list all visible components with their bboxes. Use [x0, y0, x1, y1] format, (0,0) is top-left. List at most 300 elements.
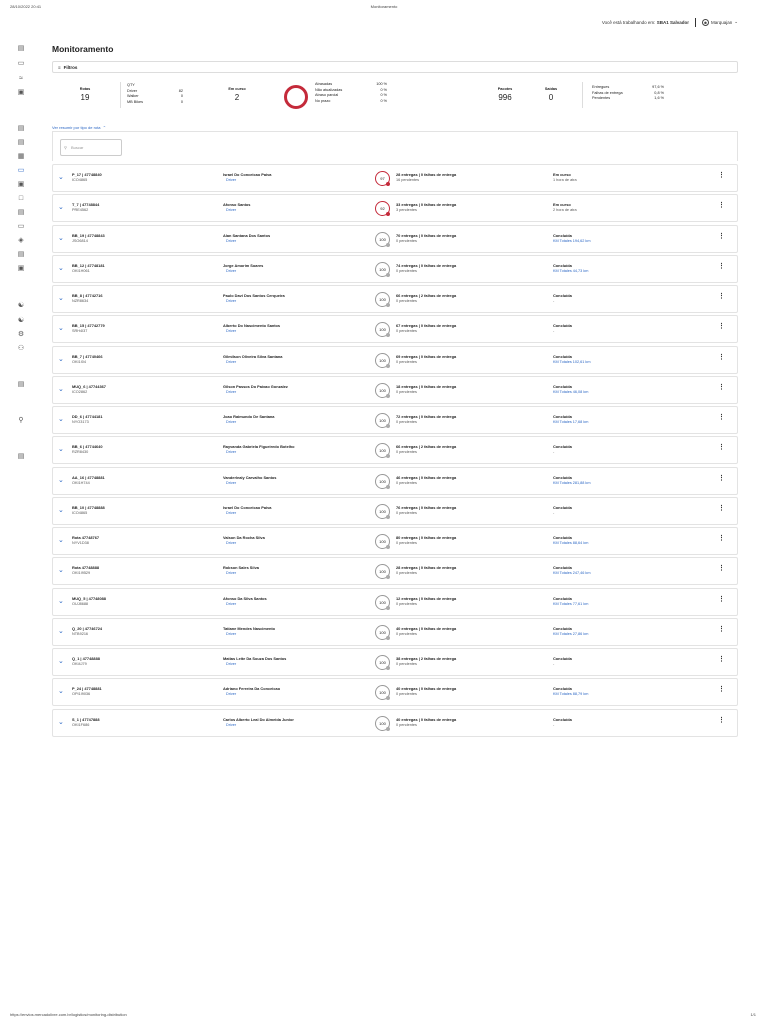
- distance-text: KM Totales 77,61 km: [553, 601, 589, 606]
- pending-count: 0 pendentes: [396, 571, 417, 576]
- distance-text: KM Totales 102,61 km: [553, 359, 591, 364]
- rate-label: Atrasadas: [315, 82, 333, 86]
- more-options-icon[interactable]: ⋮: [718, 474, 725, 482]
- distance-text: KM Totales 247,46 km: [553, 571, 591, 576]
- progress-circle: [375, 595, 390, 610]
- form-icon[interactable]: ▤: [17, 453, 25, 460]
- chevron-down-icon[interactable]: ⌄: [58, 658, 64, 665]
- driver-role: Driver: [226, 238, 237, 243]
- route-row[interactable]: [52, 436, 738, 464]
- type-label: Walker: [127, 94, 139, 99]
- progress-percent: 100: [379, 266, 386, 272]
- progress-percent: 100: [379, 599, 386, 605]
- route-row[interactable]: [52, 557, 738, 585]
- vehicle-plate: NZR8634: [72, 299, 89, 303]
- routes-value: 19: [80, 93, 90, 102]
- status-dot-icon: [386, 212, 390, 216]
- pending-count: 0 pendentes: [396, 238, 417, 243]
- search-icon: ⚲: [64, 145, 67, 150]
- status-detail: [553, 299, 554, 303]
- pending-count: 0 pendentes: [396, 722, 417, 727]
- more-options-icon[interactable]: ⋮: [718, 293, 725, 300]
- page-title: Monitoramento: [52, 44, 114, 54]
- progress-percent: 100: [379, 690, 386, 696]
- divider: [582, 82, 583, 108]
- more-options-icon[interactable]: ⋮: [718, 656, 725, 663]
- delivery-progress: 40 entregas | 0 falhas de entrega: [396, 686, 457, 692]
- driver-name: Vanderlealy Carvalho Santos: [223, 474, 277, 480]
- vehicle-plate: NYO3173: [72, 420, 89, 424]
- person-icon[interactable]: ⚇: [17, 345, 25, 352]
- progress-circle: [375, 262, 390, 277]
- divider: [695, 18, 696, 27]
- pending-count: 0 pendentes: [396, 541, 417, 545]
- driver-name: Matias Leite Da Souza Dos Santos: [223, 656, 287, 661]
- chevron-down-icon[interactable]: ⌄: [58, 416, 64, 423]
- rate-value: 100 %: [376, 82, 387, 86]
- status-dot-icon: [386, 485, 390, 489]
- vehicle-plate: RZR8430: [72, 450, 89, 455]
- progress-percent: 100: [379, 297, 386, 302]
- route-status: Concluída: [553, 625, 572, 631]
- driver-role: Driver: [226, 480, 237, 485]
- route-row[interactable]: [52, 648, 738, 676]
- user-avatar-icon: ☻: [703, 19, 708, 25]
- progress-percent: 100: [379, 387, 386, 393]
- packages-value: 996: [498, 93, 512, 102]
- support-icon[interactable]: ☯: [17, 302, 25, 309]
- search-input[interactable]: [60, 139, 122, 156]
- route-row[interactable]: [52, 194, 738, 222]
- more-options-icon[interactable]: ⋮: [718, 202, 725, 210]
- type-label: Driver: [127, 88, 138, 93]
- driver-role: Driver: [226, 722, 237, 727]
- pending-count: 3 pendentes: [396, 208, 417, 213]
- rate-value: 0 %: [380, 98, 387, 103]
- route-row[interactable]: [52, 588, 738, 616]
- status-dot-icon: [386, 696, 390, 700]
- chevron-down-icon[interactable]: ⌄: [58, 506, 64, 514]
- route-id: BB_12 | 47748181: [72, 262, 105, 268]
- vehicle-plate: OKI4J79: [72, 662, 87, 666]
- delivery-progress: 72 entregas | 0 falhas de entrega: [396, 414, 457, 419]
- vehicle-plate: PRE4562: [72, 208, 89, 213]
- delivery-progress: 66 entregas | 2 falhas de entrega: [396, 444, 457, 450]
- tag-icon[interactable]: ◈: [18, 237, 24, 244]
- route-status: Concluída: [553, 383, 572, 389]
- site-selector[interactable]: SBA1 Salvador: [656, 19, 689, 25]
- driver-role: Driver: [226, 541, 237, 545]
- pending-count: 0 pendentes: [396, 601, 417, 606]
- progress-circle: [375, 232, 390, 247]
- route-id: BB_19 | 47748843: [72, 232, 105, 238]
- status-detail-text: 1 hora de atra: [553, 178, 577, 182]
- vehicle-plate: JSO6814: [72, 238, 88, 243]
- route-status: Concluída: [553, 474, 572, 480]
- chevron-down-icon[interactable]: ⌄: [58, 204, 64, 212]
- calendar-icon[interactable]: ▣: [17, 181, 25, 188]
- list-icon[interactable]: ▤: [17, 209, 25, 216]
- summary-panel: [52, 80, 738, 114]
- distance-text: KM Totales 44,73 km: [553, 268, 589, 273]
- route-id: Q_1 | 47748888: [72, 656, 100, 661]
- route-status: Concluída: [553, 656, 572, 661]
- driver-role: Driver: [226, 359, 237, 364]
- rate-label: Não atualizadas: [315, 87, 343, 92]
- type-header: QTY: [127, 83, 135, 87]
- clipboard-icon[interactable]: ▤: [17, 381, 25, 388]
- route-status: Concluída: [553, 293, 572, 298]
- route-id: BB_6 | 47744640: [72, 444, 103, 450]
- status-detail: [553, 360, 591, 364]
- route-row[interactable]: [52, 225, 738, 253]
- status-detail-text: -: [553, 510, 555, 515]
- user-menu[interactable]: [702, 19, 738, 26]
- driver-role: Driver: [226, 571, 237, 576]
- driver-role: Driver: [226, 329, 237, 334]
- route-status: Concluída: [553, 686, 572, 692]
- driver-role: Driver: [226, 601, 237, 606]
- departures-label: Saídas: [544, 87, 558, 91]
- chevron-down-icon[interactable]: ⌄: [58, 264, 64, 272]
- progress-percent: 100: [379, 660, 386, 665]
- pending-count: 0 pendentes: [396, 299, 417, 303]
- pending-count: 0 pendentes: [396, 480, 417, 485]
- status-dot-icon: [386, 606, 390, 610]
- vehicle-plate: SRH4I37: [72, 329, 88, 334]
- delivery-progress: 80 entregas | 0 falhas de entrega: [396, 535, 457, 540]
- store-icon[interactable]: ▣: [17, 265, 25, 272]
- more-options-icon[interactable]: ⋮: [718, 383, 725, 391]
- distance-text: KM Totales 88,64 km: [553, 541, 589, 545]
- status-detail: [553, 511, 554, 515]
- route-id: Rota 47748888: [72, 565, 100, 571]
- status-dot-icon: [386, 666, 390, 670]
- driver-name: Jorge Amorim Soares: [223, 262, 264, 268]
- status-detail: [553, 662, 554, 666]
- route-row[interactable]: [52, 164, 738, 192]
- progress-circle: [375, 383, 390, 398]
- route-row[interactable]: [52, 285, 738, 313]
- vehicle-plate: ICO4865: [72, 510, 88, 515]
- vehicle-plate: ICO2862: [72, 389, 88, 394]
- document-icon[interactable]: □: [18, 195, 24, 202]
- progress-percent: 100: [379, 720, 386, 726]
- outcome-value: 1,6 %: [654, 96, 664, 101]
- route-id: BB_10 | 47748888: [72, 504, 105, 510]
- status-dot-icon: [386, 515, 390, 519]
- driver-role: Driver: [226, 692, 237, 697]
- chevron-down-icon[interactable]: ⌄: [58, 476, 64, 484]
- print-url: https://envios.mercadolivre.com.br/logistics/monitoring-distribution: [10, 1012, 127, 1017]
- route-id: P_24 | 47748881: [72, 686, 102, 692]
- building-icon[interactable]: ▣: [17, 89, 25, 96]
- route-status: Concluída: [553, 565, 572, 571]
- route-row[interactable]: [52, 255, 738, 283]
- chevron-down-icon[interactable]: ⌄: [58, 385, 64, 393]
- box-icon[interactable]: ▤: [17, 139, 25, 146]
- vehicle-plate: ICO4865: [72, 178, 88, 182]
- delivery-progress: 28 entregas | 0 falhas de entrega: [396, 172, 457, 177]
- type-value: 0: [180, 99, 183, 104]
- route-status: Concluída: [553, 535, 572, 540]
- packages-label: Pacotes: [497, 87, 513, 91]
- truck-list-icon[interactable]: ▤: [17, 45, 25, 52]
- chevron-down-icon[interactable]: ⌄: [58, 234, 64, 242]
- toggle-label: Ver resumir por tipo de rota: [52, 125, 101, 130]
- status-dot-icon: [386, 394, 390, 398]
- packages-summary: [492, 87, 518, 102]
- archive-icon[interactable]: ▤: [17, 251, 25, 258]
- driver-name: Carlos Alberto Leal Do Almeida Junior: [223, 716, 294, 722]
- outcome-label: Entregues: [592, 85, 610, 89]
- chevron-down-icon: ⌄: [734, 19, 738, 24]
- route-status: Concluída: [553, 504, 572, 510]
- pending-count: 0 pendentes: [396, 450, 417, 455]
- route-row[interactable]: [52, 678, 738, 706]
- status-dot-icon: [386, 545, 390, 549]
- route-id: AA_16 | 47748881: [72, 474, 105, 480]
- monitoring-icon[interactable]: ▭: [17, 167, 25, 174]
- progress-circle: [375, 564, 390, 579]
- delivery-progress: 76 entregas | 0 falhas de entrega: [396, 504, 457, 510]
- driver-role: Driver: [226, 208, 237, 213]
- support-alt-icon[interactable]: ☯: [17, 317, 25, 324]
- status-dot-icon: [386, 333, 390, 337]
- route-id: Rota 47748767: [72, 535, 100, 540]
- route-id: Q_20 | 47746724: [72, 625, 103, 631]
- progress-percent: 100: [379, 539, 386, 544]
- progress-circle: [375, 292, 390, 307]
- driver-name: Afonso Da Silva Santos: [223, 595, 267, 601]
- progress-circle: [375, 504, 390, 519]
- pending-count: 0 pendentes: [396, 420, 417, 424]
- print-page: 1/1: [750, 1012, 756, 1017]
- chevron-down-icon[interactable]: ⌄: [58, 537, 64, 544]
- more-options-icon[interactable]: ⋮: [718, 535, 725, 542]
- rate-label: No prazo: [315, 98, 331, 103]
- vehicle-plate: OKI1I9529: [72, 571, 91, 576]
- chevron-down-icon[interactable]: ⌄: [58, 718, 64, 726]
- more-options-icon[interactable]: ⋮: [718, 353, 725, 361]
- chevron-down-icon[interactable]: ⌄: [58, 627, 64, 635]
- driver-role: Driver: [226, 420, 237, 424]
- outcome-label: Falhas de entrega: [592, 90, 623, 95]
- status-detail: [553, 723, 554, 727]
- pending-count: 0 pendentes: [396, 510, 417, 515]
- vehicle-plate: OPI1I9036: [72, 692, 91, 697]
- vehicle-plate: OKI1I04: [72, 359, 86, 364]
- delivery-progress: 74 entregas | 0 falhas de entrega: [396, 262, 457, 268]
- driver-name: Alberto Do Nascimento Santos: [223, 323, 281, 329]
- more-options-icon[interactable]: ⋮: [718, 414, 725, 421]
- route-row[interactable]: [52, 315, 738, 343]
- pending-count: 0 pendentes: [396, 631, 417, 636]
- more-options-icon[interactable]: ⋮: [718, 716, 725, 724]
- route-row[interactable]: [52, 346, 738, 374]
- pending-count: 0 pendentes: [396, 329, 417, 334]
- chevron-down-icon[interactable]: ⌄: [58, 355, 64, 363]
- type-value: 82: [178, 88, 183, 93]
- driver-name: Gilson Passos Do Paixao Gonzalez: [223, 383, 288, 389]
- progress-percent: 100: [379, 357, 386, 363]
- driver-name: Joao Raimundo De Santana: [223, 414, 275, 419]
- status-detail: [553, 481, 591, 485]
- type-value: 0: [180, 94, 183, 99]
- delivery-progress: 33 entregas | 0 falhas de entrega: [396, 202, 457, 208]
- status-detail: [553, 329, 554, 333]
- routes-label: Rotas: [79, 87, 91, 91]
- driver-role: Driver: [226, 631, 237, 636]
- progress-circle: [375, 171, 390, 186]
- more-options-icon[interactable]: ⋮: [718, 565, 725, 573]
- route-id: BB_8 | 47742716: [72, 293, 103, 298]
- more-options-icon[interactable]: ⋮: [718, 504, 725, 512]
- pending-count: 0 pendentes: [396, 692, 417, 697]
- route-row[interactable]: [52, 527, 738, 555]
- driver-role: Driver: [226, 450, 237, 455]
- distance-text: KM Totales 281,88 km: [553, 480, 591, 485]
- status-detail: [553, 571, 591, 575]
- delivery-progress: 38 entregas | 2 falhas de entrega: [396, 656, 457, 661]
- route-row[interactable]: [52, 467, 738, 495]
- route-icon[interactable]: ≈: [19, 75, 23, 82]
- outcome-value: 97,6 %: [652, 85, 664, 89]
- status-detail-text: 2 hora de atra: [553, 208, 577, 213]
- in-progress-label: Em curso: [228, 87, 246, 91]
- driver-name: Adriano Ferreira Da Conceicao: [223, 686, 281, 692]
- rate-value: 0 %: [380, 93, 387, 98]
- vehicle-types: [127, 83, 183, 105]
- chevron-down-icon[interactable]: ⌄: [58, 295, 64, 302]
- driver-role: Driver: [226, 178, 237, 182]
- more-options-icon[interactable]: ⋮: [718, 172, 725, 179]
- chevron-down-icon[interactable]: ⌄: [58, 174, 64, 181]
- route-type-summary-toggle[interactable]: [52, 125, 106, 130]
- progress-circle: [375, 322, 390, 337]
- print-doc-title: Monitoramento: [370, 4, 398, 9]
- route-id: S_1 | 47747888: [72, 716, 100, 722]
- chevron-down-icon[interactable]: ⌄: [58, 446, 64, 454]
- delivery-progress: 18 entregas | 0 falhas de entrega: [396, 383, 457, 389]
- filter-icon: ≡: [58, 64, 61, 70]
- grid-icon[interactable]: ▦: [17, 153, 25, 160]
- vehicle-plate: OKI1F686: [72, 722, 90, 727]
- progress-percent: 100: [379, 569, 386, 575]
- status-dot-icon: [386, 182, 390, 186]
- status-dot-icon: [386, 243, 390, 247]
- vehicle-plate: NTB9216: [72, 631, 89, 636]
- truck-icon[interactable]: ▤: [17, 125, 25, 132]
- chevron-down-icon[interactable]: ⌄: [58, 567, 64, 575]
- search-icon[interactable]: ⚲: [18, 417, 24, 424]
- route-status: Concluída: [553, 232, 572, 238]
- filters-label: Filtros: [63, 64, 78, 70]
- monitor-icon[interactable]: ▭: [17, 60, 25, 67]
- route-status: Em curso: [553, 172, 571, 177]
- driver-name: Valson Da Rocha Silva: [223, 535, 265, 540]
- route-id: DD_6 | 47744181: [72, 414, 103, 419]
- in-progress-summary: [222, 87, 252, 102]
- rate-breakdown: [315, 82, 387, 104]
- print-header: [0, 4, 768, 14]
- delivery-progress: 40 entregas | 0 falhas de entrega: [396, 716, 457, 722]
- chevron-up-icon: ⌃: [101, 125, 107, 130]
- route-status: Concluída: [553, 262, 572, 268]
- delivery-progress: 69 entregas | 0 falhas de entrega: [396, 353, 457, 359]
- chevron-down-icon[interactable]: ⌄: [58, 688, 64, 696]
- status-detail: [553, 178, 577, 182]
- progress-percent: 100: [379, 327, 386, 333]
- driver-name: Gilmilson Oliveira Silva Santana: [223, 353, 283, 359]
- driver-name: Robson Sales Silva: [223, 565, 259, 571]
- search-placeholder: Buscar: [70, 145, 84, 150]
- driver-name: Alan Santana Dos Santos: [223, 232, 271, 238]
- outcome-label: Pendentes: [592, 96, 611, 101]
- more-options-icon[interactable]: ⋮: [718, 232, 725, 240]
- divider: [120, 82, 121, 108]
- more-options-icon[interactable]: ⋮: [718, 625, 725, 633]
- more-options-icon[interactable]: ⋮: [718, 595, 725, 603]
- outcome-value: 0,8 %: [654, 90, 664, 95]
- print-footer: [0, 1012, 768, 1022]
- progress-percent: 92: [380, 206, 385, 212]
- settings-icon[interactable]: ⚙: [17, 331, 25, 338]
- route-row[interactable]: [52, 618, 738, 646]
- status-detail: [553, 632, 588, 636]
- in-progress-value: 2: [234, 93, 240, 102]
- progress-percent: 100: [379, 508, 386, 514]
- more-options-icon[interactable]: ⋮: [718, 686, 725, 694]
- more-options-icon[interactable]: ⋮: [718, 323, 725, 331]
- route-row[interactable]: [52, 406, 738, 434]
- progress-circle: [375, 685, 390, 700]
- delivery-progress: 28 entregas | 0 falhas de entrega: [396, 565, 457, 571]
- status-detail: [553, 450, 554, 454]
- driver-role: Driver: [226, 268, 237, 273]
- chevron-down-icon[interactable]: ⌄: [58, 597, 64, 605]
- route-row[interactable]: [52, 376, 738, 404]
- driver-name: Paulo Davi Dos Santos Cerqueira: [223, 293, 285, 298]
- driver-role: Driver: [226, 662, 237, 666]
- progress-circle: [375, 655, 390, 670]
- progress-percent: 100: [379, 629, 386, 635]
- progress-circle: [375, 201, 390, 216]
- route-row[interactable]: [52, 709, 738, 737]
- route-row[interactable]: [52, 497, 738, 525]
- departures-summary: [539, 87, 563, 102]
- filters-bar[interactable]: [52, 61, 738, 73]
- progress-percent: 100: [379, 236, 386, 242]
- vehicle-plate: NYV1D38: [72, 541, 89, 545]
- route-id: T_7 | 47748844: [72, 202, 100, 208]
- status-dot-icon: [386, 424, 390, 428]
- chevron-down-icon[interactable]: ⌄: [58, 325, 64, 333]
- delivery-progress: 46 entregas | 0 falhas de entrega: [396, 474, 457, 480]
- status-dot-icon: [386, 364, 390, 368]
- window-icon[interactable]: ▭: [17, 223, 25, 230]
- driver-role: Driver: [226, 510, 237, 515]
- status-detail: [553, 692, 588, 696]
- status-dot-icon: [386, 273, 390, 277]
- route-status: Concluída: [553, 323, 572, 329]
- route-id: P_17 | 47748840: [72, 172, 102, 177]
- progress-circle: [375, 716, 390, 731]
- progress-circle: [375, 534, 390, 549]
- more-options-icon[interactable]: ⋮: [718, 262, 725, 270]
- more-options-icon[interactable]: ⋮: [718, 444, 725, 452]
- progress-percent: 97: [380, 176, 385, 181]
